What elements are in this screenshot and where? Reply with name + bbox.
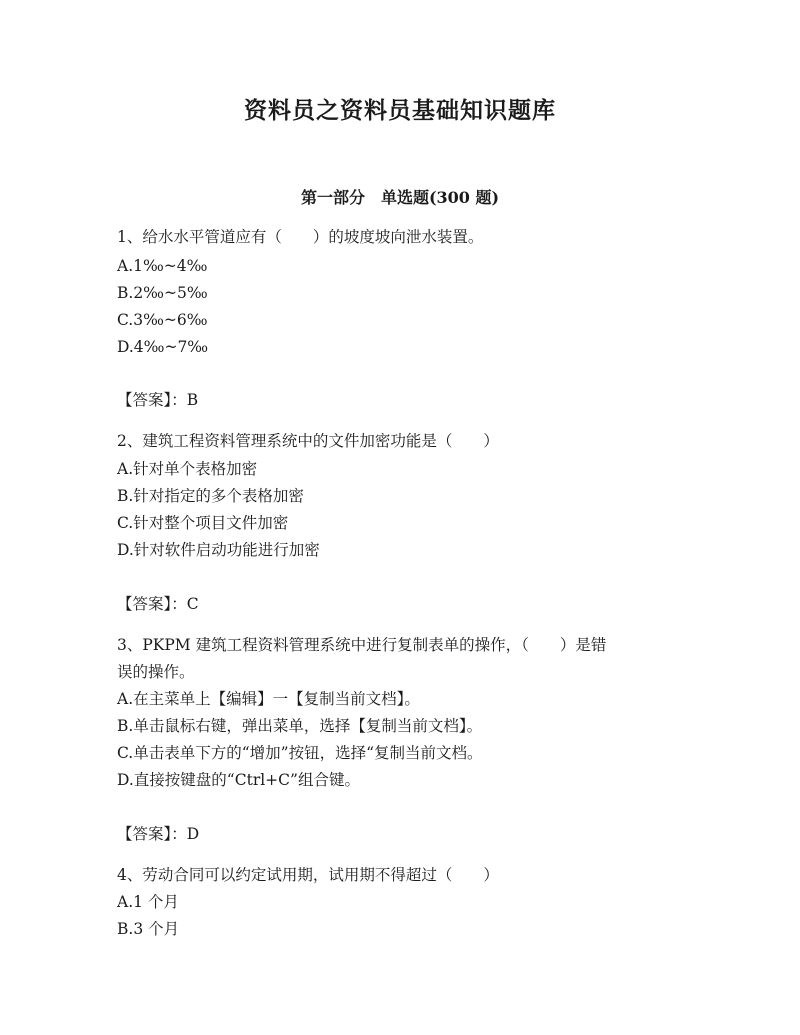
question-2-option-d: D.针对软件启动功能进行加密 [117,541,320,559]
question-1-answer: 【答案】：B [117,391,199,409]
question-4-option-a: A.1 个月 [117,893,179,911]
question-4-option-b: B.3 个月 [117,920,180,938]
question-1-option-d: D.4‰~7‰ [117,338,209,356]
question-1-stem: 1、给水水平管道应有（ ）的坡度坡向泄水装置。 [117,228,484,246]
section-title: 第一部分 单选题(300 题) [300,188,500,207]
question-1-option-a: A.1‰~4‰ [117,257,208,275]
question-3-option-c: C.单击表单下方的“增加”按钮，选择“复制当前文档。 [117,744,483,762]
question-2-answer: 【答案】：C [117,595,199,613]
question-3-option-d: D.直接按键盘的“Ctrl+C”组合键。 [117,771,360,789]
question-1-option-b: B.2‰~5‰ [117,284,208,302]
document-title: 资料员之资料员基础知识题库 [244,97,556,124]
question-3-stem-line-2: 误的操作。 [117,663,195,681]
question-3-option-a: A.在主菜单上【编辑】一【复制当前文档】。 [117,690,420,708]
question-1-option-c: C.3‰~6‰ [117,311,208,329]
question-4-stem: 4、劳动合同可以约定试用期，试用期不得超过（ ） [117,866,499,884]
question-2-option-c: C.针对整个项目文件加密 [117,514,289,532]
question-3-answer: 【答案】：D [117,825,200,843]
question-2-option-b: B.针对指定的多个表格加密 [117,487,304,505]
question-3-option-b: B.单击鼠标右键，弹出菜单，选择【复制当前文档】。 [117,717,483,735]
question-2-stem: 2、建筑工程资料管理系统中的文件加密功能是（ ） [117,432,499,450]
question-2-option-a: A.针对单个表格加密 [117,460,258,478]
question-3-stem-line-1: 3、PKPM 建筑工程资料管理系统中进行复制表单的操作，（ ）是错 [117,636,607,654]
